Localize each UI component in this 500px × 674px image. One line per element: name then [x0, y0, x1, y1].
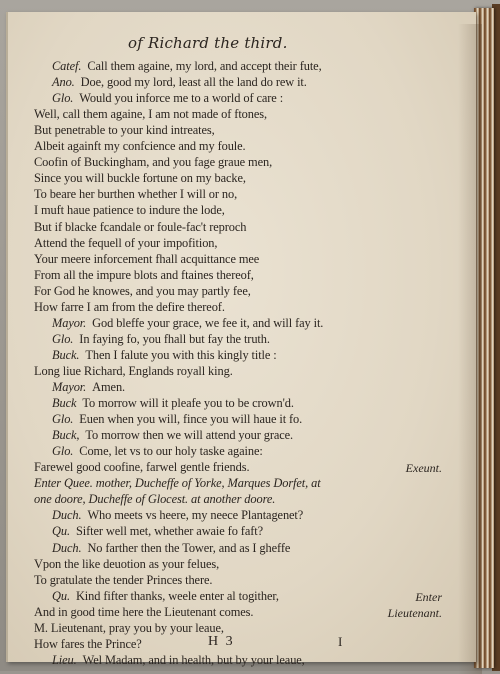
text-line: [34, 459, 249, 475]
line-text: Euen when you will, fince you will haue it fo.: [79, 412, 303, 427]
line-text: Attend the fequell of your impofition,: [34, 235, 218, 250]
text-line: [52, 443, 263, 459]
catchword: I: [338, 634, 343, 649]
text-line: [52, 395, 294, 411]
speaker-prefix: Glo.: [52, 331, 74, 346]
text-line: [34, 219, 246, 235]
text-line: [34, 186, 237, 202]
line-text: In faying fo, you fhall but fay the truth.: [79, 331, 270, 346]
text-line: [34, 235, 217, 251]
text-line: [34, 122, 215, 138]
text-line: [52, 315, 323, 331]
line-text: To morrow will it pleafe you to be crown'd.: [82, 396, 294, 411]
speaker-prefix: Lieu.: [52, 652, 77, 667]
text-line: [34, 620, 224, 636]
line-text: Well, call them againe, I am not made of ftones,: [34, 107, 267, 122]
line-text: M. Lieutenant, pray you by your leaue,: [34, 620, 224, 635]
line-text: I muft haue patience to indure the lode,: [34, 203, 225, 218]
text-line: [34, 267, 254, 283]
text-line: [52, 58, 322, 74]
line-text: Albeit againft my confcience and my foule.: [34, 139, 246, 154]
text-line: [52, 347, 277, 363]
text-line: [34, 604, 253, 620]
line-text: Kind fifter thanks, weele enter al togither,: [75, 588, 279, 603]
line-text: Amen.: [92, 380, 126, 394]
line-text: To morrow then we will attend your grace.: [85, 428, 294, 443]
marginal-stage-direction: Enter: [415, 589, 442, 604]
line-text: How farre I am from the defire thereof.: [34, 299, 225, 314]
text-line: [34, 202, 225, 218]
line-text: Since you will buckle fortune on my backe,: [34, 171, 246, 186]
speaker-prefix: Catef.: [52, 59, 82, 73]
running-head: of Richard the third.: [128, 34, 288, 52]
speaker-prefix: Qu.: [52, 588, 70, 603]
speaker-prefix: Duch.: [52, 540, 82, 555]
text-line: [52, 331, 270, 347]
text-line: [52, 90, 283, 106]
line-text: How fares the Prince?: [34, 636, 142, 651]
text-line: [34, 299, 225, 315]
line-text: Coofin of Buckingham, and you fage graue men,: [34, 155, 273, 170]
line-text: Your meere inforcement fhall acquittance mee: [34, 251, 260, 266]
speaker-prefix: Buck,: [52, 428, 80, 443]
line-text: Vpon the like deuotion as your felues,: [34, 556, 220, 571]
line-text: Then I falute you with this kingly title :: [85, 347, 277, 362]
book-page: [6, 12, 476, 667]
text-line: [52, 379, 125, 395]
text-line: [52, 411, 302, 427]
line-text: Farewel good coofine, farwel gentle friends.: [34, 460, 250, 475]
line-text: Call them againe, my lord, and accept their fute,: [87, 59, 322, 73]
line-text: God bleffe your grace, we fee it, and will fay it.: [92, 315, 324, 330]
text-line: [52, 523, 263, 539]
line-text: Who meets vs heere, my neece Plantagenet?: [87, 508, 304, 523]
text-line: [34, 106, 267, 122]
text-line: [52, 507, 303, 523]
text-line: [52, 427, 293, 443]
marginal-stage-direction: Exeunt.: [405, 461, 442, 476]
text-line: [34, 491, 275, 507]
text-line: [52, 588, 279, 604]
speaker-prefix: Glo.: [52, 91, 74, 106]
speaker-prefix: Duch.: [52, 508, 82, 523]
line-text: Come, let vs to our holy taske againe:: [79, 444, 263, 459]
stage-direction: one doore, Ducheffe of Glocest. at another doore.: [34, 492, 276, 507]
speaker-prefix: Buck: [52, 396, 77, 411]
speaker-prefix: Buck.: [52, 347, 80, 362]
line-text: From all the impure blots and ftaines thereof,: [34, 267, 254, 282]
text-line: [34, 572, 212, 588]
speaker-prefix: Qu.: [52, 524, 70, 539]
text-line: [52, 74, 307, 90]
line-text: But penetrable to your kind intreates,: [34, 123, 215, 138]
page-text: [8, 12, 476, 667]
text-line: [52, 540, 290, 556]
line-text: Wel Madam, and in health, but by your leaue,: [82, 652, 305, 667]
line-text: Long liue Richard, Englands royall king.: [34, 363, 233, 378]
text-line: [34, 138, 246, 154]
text-line: [34, 251, 259, 267]
line-text: To gratulate the tender Princes there.: [34, 572, 213, 587]
text-line: [34, 636, 142, 652]
text-line: [52, 652, 305, 668]
text-line: [34, 556, 219, 572]
line-text: Would you inforce me to a world of care :: [79, 91, 284, 106]
text-line: [34, 154, 272, 170]
line-text: For God he knowes, and you may partly fee,: [34, 283, 251, 298]
text-line: [34, 475, 321, 491]
text-line: [34, 283, 251, 299]
text-line: [34, 170, 246, 186]
text-line: [34, 363, 233, 379]
speaker-prefix: Glo.: [52, 444, 74, 459]
speaker-prefix: Ano.: [52, 75, 75, 90]
line-text: But if blacke fcandale or foule-fac't reproch: [34, 219, 247, 234]
speaker-prefix: Mayor.: [52, 315, 87, 330]
line-text: And in good time here the Lieutenant comes.: [34, 604, 254, 619]
marginal-stage-direction: Lieutenant.: [387, 605, 442, 620]
speaker-prefix: Mayor.: [52, 380, 87, 394]
stage-direction: Enter Quee. mother, Ducheffe of Yorke, Marques Dorfet, at: [34, 476, 321, 491]
line-text: To beare her burthen whether I will or no,: [34, 187, 238, 202]
line-text: Doe, good my lord, least all the land do rew it.: [80, 75, 307, 90]
line-text: Sifter well met, whether awaie fo faft?: [75, 524, 263, 539]
speaker-prefix: Glo.: [52, 412, 74, 427]
line-text: No farther then the Tower, and as I gheffe: [87, 540, 291, 555]
signature-mark: H 3: [208, 634, 235, 649]
